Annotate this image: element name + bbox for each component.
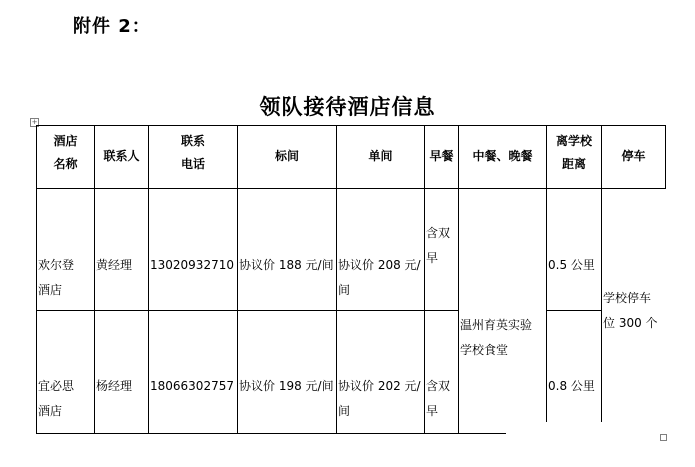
header-phone: 联系 电话: [180, 134, 205, 171]
row2-single-room: 协议价 202 元/ 间: [338, 379, 421, 418]
header-hotel-name: 酒店 名称: [53, 134, 78, 171]
row1-distance: 0.5 公里: [548, 258, 595, 272]
row1-breakfast: 含双 早: [426, 226, 451, 265]
row1-standard-room: 协议价 188 元/间: [239, 258, 334, 272]
row1-contact: 黄经理: [96, 258, 133, 272]
row2-standard-room: 协议价 198 元/间: [239, 379, 334, 393]
row2-contact: 杨经理: [96, 379, 133, 393]
row1-hotel-name: 欢尔登 酒店: [38, 258, 75, 297]
header-breakfast: 早餐: [429, 149, 454, 163]
header-standard-room: 标间: [274, 149, 299, 163]
row2-phone: 18066302757: [150, 379, 234, 393]
row2-hotel-name: 宜必思 酒店: [38, 379, 75, 418]
header-distance: 离学校 距离: [555, 134, 592, 171]
header-single-room: 单间: [368, 149, 393, 163]
move-handle-icon[interactable]: +: [31, 118, 38, 126]
header-lunch-dinner: 中餐、晚餐: [472, 149, 533, 163]
header-contact: 联系人: [103, 149, 140, 163]
row1-single-room: 协议价 208 元/ 间: [338, 258, 421, 297]
row2-distance: 0.8 公里: [548, 379, 595, 393]
row2-breakfast: 含双 早: [426, 379, 451, 418]
shared-parking: 学校停车 位 300 个: [603, 291, 658, 330]
header-parking: 停车: [621, 149, 646, 163]
document-title: 领队接待酒店信息: [259, 95, 436, 119]
attachment-label: 附件 2：: [73, 16, 151, 37]
shared-lunch-dinner: 温州育英实验 学校食堂: [460, 318, 533, 357]
row1-phone: 13020932710: [150, 258, 234, 272]
